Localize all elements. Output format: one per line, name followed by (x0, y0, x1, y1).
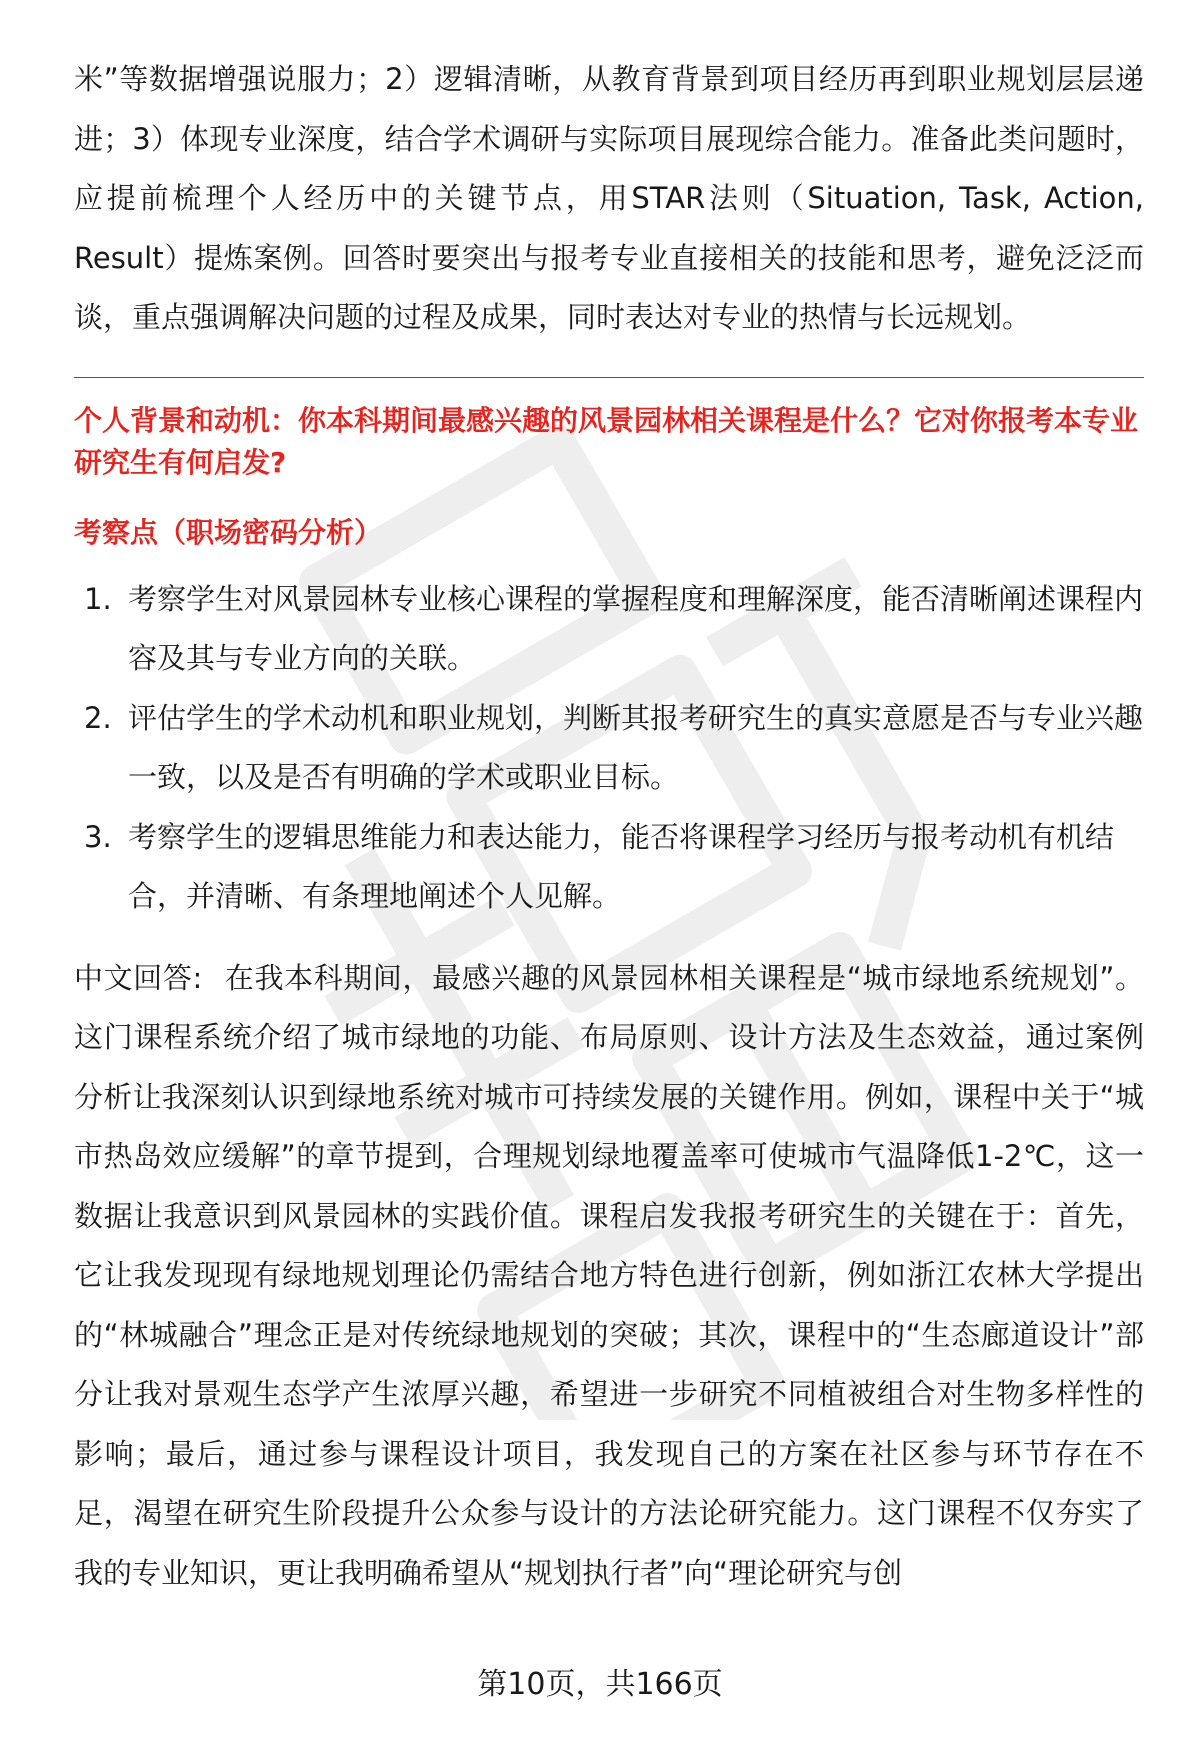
list-item (74, 808, 1144, 927)
list-item-text: 考察学生的逻辑思维能力和表达能力，能否将课程学习经历与报考动机有机结合，并清晰、有条理地阐述个人见解。 (128, 819, 1115, 913)
intro-paragraph: 米”等数据增强说服力；2）逻辑清晰，从教育背景到项目经历再到职业规划层层递进；3）体现专业深度，结合学术调研与实际项目展现综合能力。准备此类问题时，应提前梳理个人经历中的关键节点，用STAR法则（Situation, Task, Action, Result）提炼案例。回答时要突出与报考专业直接相关的技能和思考，避免泛泛而谈，重点强调解决问题的过程及成果，同时表达对专业的热情与长远规划。 (74, 62, 1144, 334)
assessment-points-list (74, 570, 1144, 927)
list-item (74, 570, 1144, 689)
question-heading: 个人背景和动机：你本科期间最感兴趣的风景园林相关课程是什么？它对你报考本专业研究生有何启发? (74, 403, 1139, 479)
page-number-footer: 第10页，共166页 (477, 1667, 723, 1702)
list-item (74, 689, 1144, 808)
list-item-number: 3. (84, 819, 112, 854)
document-page (74, 50, 1144, 1603)
answer-label: 中文回答: (74, 960, 203, 995)
answer-paragraph (74, 949, 1144, 1604)
list-item-number: 1. (84, 581, 112, 616)
answer-text: 在我本科期间，最感兴趣的风景园林相关课程是“城市绿地系统规划”。这门课程系统介绍了城市绿地的功能、布局原则、设计方法及生态效益，通过案例分析让我深刻认识到绿地系统对城市可持续发展的关键作用。例如，课程中关于“城市热岛效应缓解”的章节提到，合理规划绿地覆盖率可使城市气温降低1-2℃，这一数据让我意识到风景园林的实践价值。课程启发我报考研究生的关键在于：首先，它让我发现现有绿地规划理论仍需结合地方特色进行创新，例如浙江农林大学提出的“林城融合”理念正是对传统绿地规划的突破；其次，课程中的“生态廊道设计”部分让我对景观生态学产生浓厚兴趣，希望进一步研究不同植被组合对生物多样性的影响；最后，通过参与课程设计项目，我发现自己的方案在社区参与环节存在不足，渴望在研究生阶段提升公众参与设计的方法论研究能力。这门课程不仅夯实了我的专业知识，更让我明确希望从“规划执行者”向“理论研究与创 (74, 960, 1144, 1590)
section-divider (74, 377, 1144, 378)
list-item-number: 2. (84, 700, 112, 735)
assessment-heading: 考察点（职场密码分析） (74, 515, 383, 549)
list-item-text: 考察学生对风景园林专业核心课程的掌握程度和理解深度，能否清晰阐述课程内容及其与专业方向的关联。 (128, 581, 1144, 675)
list-item-text: 评估学生的学术动机和职业规划，判断其报考研究生的真实意愿是否与专业兴趣一致，以及是否有明确的学术或职业目标。 (128, 700, 1144, 794)
